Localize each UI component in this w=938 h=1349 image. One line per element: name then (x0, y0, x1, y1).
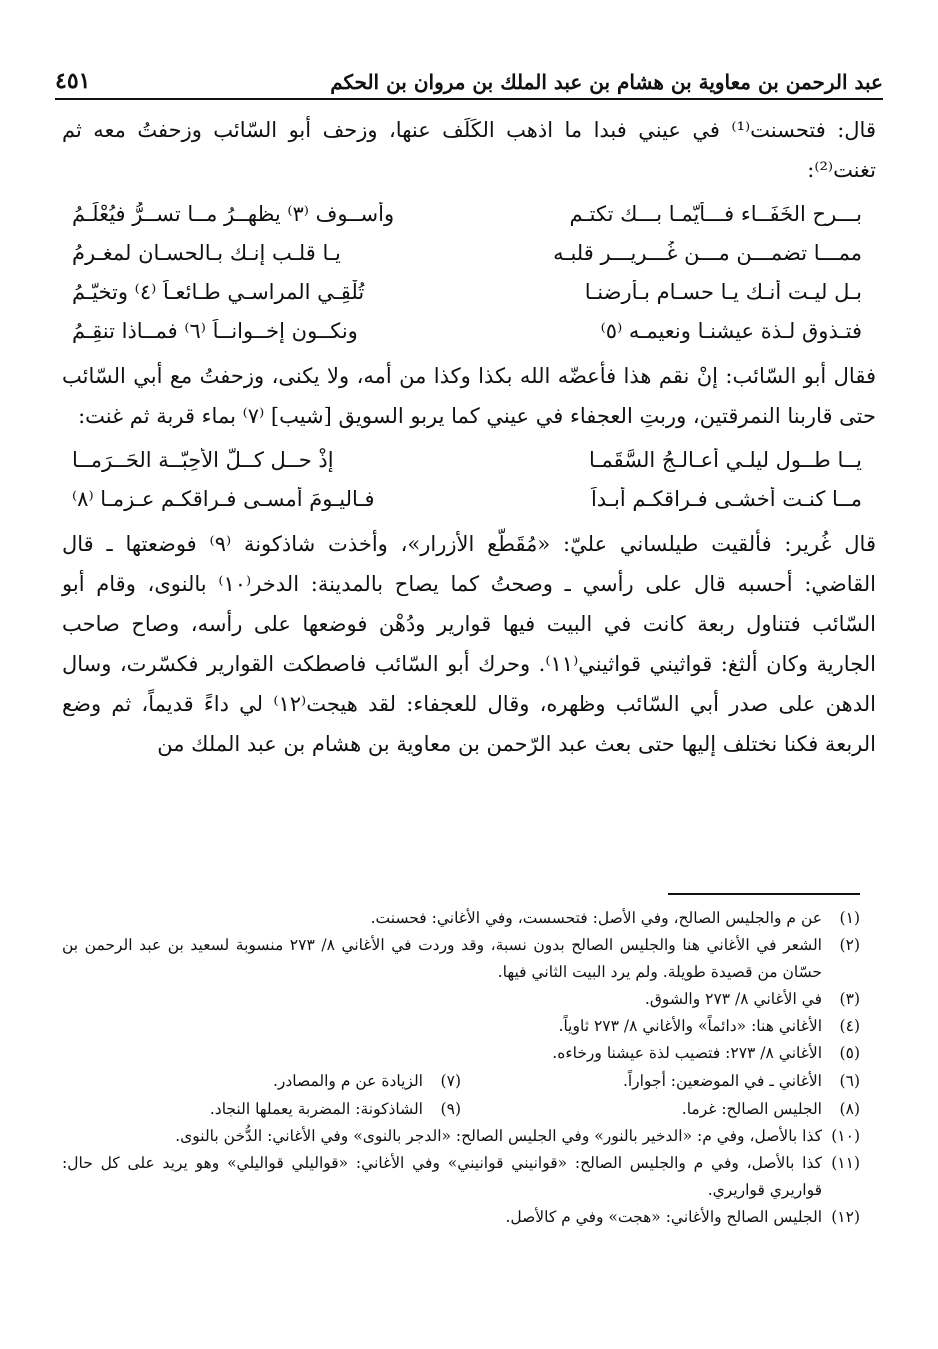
verse (62, 272, 876, 311)
paragraph-3: قال غُرير: فألقيت طيلساني عليّ: «مُقَطّع الأزرار»، وأخذت شاذكونة ⁽٩⁾ فوضعتها ـ قال القاضي: أحسبه قال على رأسي ـ وصحتُ كما يصاح بالمدينة: الدخر⁽١٠⁾ بالنوى، وقام أبو السّائب فتناول ربعة كانت في البيت فيها قوارير ودُهْن فوضعها على رأسه، وصاح صاحب الجارية وكان ألثغ: قواثيني قواثيني⁽١١⁾. وحرك أبو السّائب فاصطكت القوارير فكسّرت، وسال الدهن على صدر أبي السّائب وظهره، وقال للعجفاء: لقد هيجت⁽١٢⁾ لي داءً قديماً، ثم وضع الربعة فكنا نختلف إليها حتى بعث عبد الرّحمن بن معاوية بن هشام بن عبد الملك من (62, 532, 876, 756)
footnote-text: الأغاني ٨/ ٢٧٣: فتصيب لذة عيشنا ورخاءه. (552, 1044, 822, 1062)
footnote-number: (١٠) (831, 1127, 860, 1145)
page-header (55, 62, 883, 100)
footnote-pair (62, 1067, 860, 1095)
footnote-text: في الأغاني ٨/ ٢٧٣ والشوق. (644, 990, 822, 1008)
footnote-number: (١١) (831, 1154, 860, 1172)
footnote-text: كذا بالأصل، وفي م والجليس الصالح: «قوانيني قوانيني» وفي الأغاني: «قواليلي قواليلي» وهو يريد على كل حال: قواريري قواريري. (62, 1154, 822, 1199)
footnote-number: (٤) (839, 1017, 860, 1035)
footnote (62, 1040, 860, 1067)
footnote-text: الجليس الصالح والأغاني: «هجت» وفي م كالأصل. (505, 1208, 822, 1226)
footnote (461, 1100, 860, 1118)
footnote (62, 1100, 461, 1118)
verse-first-hemistich: يــا طــول ليلـي أعـالـجُ السَّقَمـا (588, 447, 862, 472)
paragraph-2: فقال أبو السّائب: إنْ نقم هذا فأعضّه الله بكذا وكذا من أمه، ولا يكنى، وزحفتُ مع أبي السّائب حتى قاربنا النمرقتين، وربتِ العجفاء في عيني كما يربو السويق [شيب] ⁽٧⁾ بماء قربة ثم غنت: (62, 364, 876, 428)
verse-second-hemistich: فـاليـومَ أمسـى فـراقكـم عـزمـا ⁽٨⁾ (72, 486, 375, 511)
footnote-number: (٥) (839, 1044, 860, 1062)
footnote (62, 1123, 860, 1150)
verse (62, 233, 876, 272)
paragraph-1: قال: فتحسنت⁽¹⁾ في عيني فبدا ما اذهب الكَلَف عنها، وزحف أبو السّائب وزحفتُ معه ثم تغنت⁽²⁾: (62, 118, 876, 182)
main-text (62, 110, 876, 764)
footnote (62, 1204, 860, 1231)
verse-first-hemistich: ممـــا تضمـــن مـــن غُـــريـــر قلبـه (553, 240, 862, 265)
footnote-text: الأغاني ـ في الموضعين: أجواراً. (622, 1072, 822, 1090)
footnote-number: (٣) (839, 990, 860, 1008)
footnote-number: (٩) (440, 1100, 461, 1118)
verse-second-hemistich: يـا قلـب إنـك بـالحسـان لمغـرمُ (72, 240, 341, 265)
footnote-separator (668, 893, 860, 895)
footnotes (62, 905, 860, 1231)
footnote-text: الجليس الصالح: غرما. (681, 1100, 822, 1118)
page-number: ٤٥١ (55, 68, 91, 94)
verse-first-hemistich: بـل ليـت أنـك يـا حسـام بـأرضنـا (584, 279, 862, 304)
verse (62, 311, 876, 350)
footnote-text: الزيادة عن م والمصادر. (272, 1072, 423, 1090)
footnote (62, 1013, 860, 1040)
footnote-pair (62, 1095, 860, 1123)
footnote-number: (٦) (839, 1072, 860, 1090)
footnote-number: (١) (839, 909, 860, 927)
footnote-text: الشاذكونة: المضربة يعملها النجاد. (209, 1100, 423, 1118)
verse-second-hemistich: ونكــون إخــوانــاً ⁽٦⁾ فمــاذا تنقِـمُ (72, 318, 358, 343)
footnote (62, 1150, 860, 1204)
verse-first-hemistich: بـــرح الخَفَــاء فـــأيّمـا بـــك تكتـم (569, 201, 862, 226)
verse-second-hemistich: تُلْقِـي المراسـي طـائعـاً ⁽٤⁾ وتخيّـمُ (72, 279, 365, 304)
footnote-number: (٧) (440, 1072, 461, 1090)
poem-2 (62, 440, 876, 518)
footnote-text: الشعر في الأغاني هنا والجليس الصالح بدون نسبة، وقد وردت في الأغاني ٨/ ٢٧٣ منسوبة لسعيد بن عبد الرحمن بن حسّان من قصيدة طويلة. ولم يرد البيت الثاني فيها. (62, 936, 822, 981)
footnote (461, 1072, 860, 1090)
footnote (62, 986, 860, 1013)
verse-first-hemistich: مــا كنـت أخشـى فـراقكـم أبـداً (590, 486, 862, 511)
verse-first-hemistich: فتـذوق لـذة عيشنـا ونعيمـه ⁽٥⁾ (600, 318, 862, 343)
footnote-number: (٢) (839, 936, 860, 954)
verse-second-hemistich: وأســوف ⁽٣⁾ يظهــرُ مــا تســرُّ فيُعْلَـمُ (72, 201, 395, 226)
poem-1 (62, 194, 876, 350)
footnote-number: (٨) (839, 1100, 860, 1118)
footnote-text: كذا بالأصل، وفي م: «الدخير بالنور» وفي الجليس الصالح: «الدجر بالنوى» وفي الأغاني: الدُّخن بالنوى. (175, 1127, 822, 1145)
footnote (62, 932, 860, 986)
footnote-text: عن م والجليس الصالح، وفي الأصل: فتحسست، وفي الأغاني: فحسنت. (370, 909, 822, 927)
running-title: عبد الرحمن بن معاوية بن هشام بن عبد الملك بن مروان بن الحكم (330, 70, 883, 94)
verse (62, 440, 876, 479)
footnote (62, 1072, 461, 1090)
footnote (62, 905, 860, 932)
verse (62, 479, 876, 518)
footnote-number: (١٢) (831, 1208, 860, 1226)
verse (62, 194, 876, 233)
verse-second-hemistich: إذْ حــل كــلّ الأحِبّــة الحَــرَمــا (72, 447, 334, 472)
footnote-text: الأغاني هنا: «دائماً» والأغاني ٨/ ٢٧٣ ثاوياً. (558, 1017, 822, 1035)
